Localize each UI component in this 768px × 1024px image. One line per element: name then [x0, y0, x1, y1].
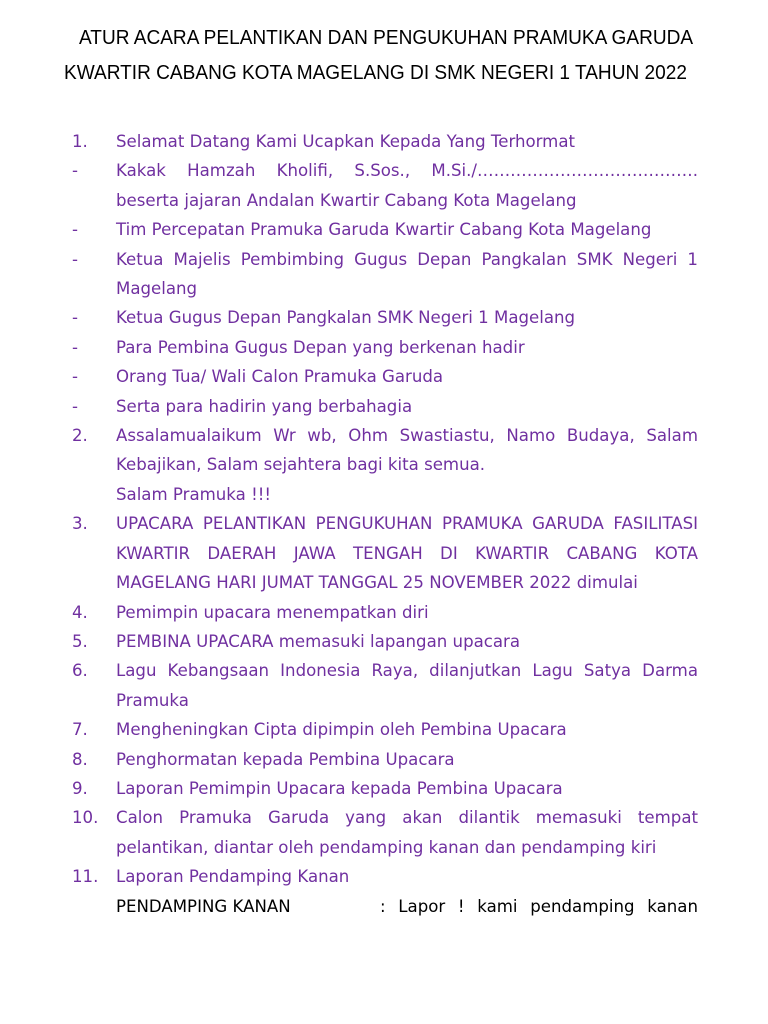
item-text: Tim Percepatan Pramuka Garuda Kwartir Cabang Kota Magelang: [116, 220, 652, 240]
agenda-item: [0, 774, 768, 803]
item-text: Pemimpin upacara menempatkan diri: [116, 602, 429, 622]
item-marker: -: [72, 337, 78, 357]
agenda-item: [0, 803, 768, 862]
item-text: Lagu Kebangsaan Indonesia Raya, dilanjutkan Lagu Satya Darma Pramuka: [116, 661, 698, 710]
agenda-item: [0, 509, 768, 597]
agenda-item: [0, 333, 768, 362]
agenda-item: [0, 421, 768, 509]
item-marker: 11.: [72, 867, 99, 887]
item-text: Para Pembina Gugus Depan yang berkenan hadir: [116, 337, 525, 357]
item-marker: 3.: [72, 514, 88, 534]
item-marker: 4.: [72, 602, 88, 622]
agenda-item: [0, 215, 768, 244]
report-word: !: [457, 896, 465, 916]
item-marker: 6.: [72, 661, 88, 681]
agenda-item: [0, 392, 768, 421]
report-statement: [380, 892, 698, 921]
item-marker: 2.: [72, 426, 88, 446]
agenda-item: [0, 862, 768, 891]
item-text: Ketua Gugus Depan Pangkalan SMK Negeri 1 Magelang: [116, 308, 576, 328]
item-marker: 8.: [72, 749, 88, 769]
item-extra-text: Salam Pramuka !!!: [116, 484, 272, 504]
item-text: Orang Tua/ Wali Calon Pramuka Garuda: [116, 367, 444, 387]
agenda-item: [0, 245, 768, 304]
item-marker: -: [72, 161, 78, 181]
item-marker: 9.: [72, 778, 88, 798]
item-text: Laporan Pemimpin Upacara kepada Pembina Upacara: [116, 778, 563, 798]
agenda-item: [0, 745, 768, 774]
item-marker: 1.: [72, 132, 88, 151]
agenda-item: [0, 303, 768, 332]
agenda-item: [0, 598, 768, 627]
item-text: Penghormatan kepada Pembina Upacara: [116, 749, 455, 769]
item-marker: -: [72, 367, 78, 387]
item-text: Mengheningkan Cipta dipimpin oleh Pembina Upacara: [116, 720, 567, 740]
report-line: [116, 892, 698, 921]
agenda-item: [0, 627, 768, 656]
agenda-item: [0, 127, 768, 156]
report-word: kanan: [647, 896, 698, 916]
item-text: Serta para hadirin yang berbahagia: [116, 396, 413, 416]
item-text: Selamat Datang Kami Ucapkan Kepada Yang Terhormat: [116, 132, 576, 151]
item-marker: -: [72, 220, 78, 240]
report-colon: :: [380, 896, 386, 916]
agenda-item: [0, 156, 768, 215]
item-text: Laporan Pendamping Kanan: [116, 867, 350, 887]
report-word: pendamping: [530, 896, 635, 916]
item-text: PEMBINA UPACARA memasuki lapangan upacara: [116, 631, 521, 651]
item-text: Assalamualaikum Wr wb, Ohm Swastiastu, Namo Budaya, Salam Kebajikan, Salam sejahtera bagi kita semua.: [116, 426, 698, 475]
item-text: Calon Pramuka Garuda yang akan dilantik memasuki tempat pelantikan, diantar oleh pendamping kanan dan pendamping kiri: [116, 808, 698, 857]
item-marker: -: [72, 249, 78, 269]
report-word: kami: [477, 896, 518, 916]
item-text: Ketua Majelis Pembimbing Gugus Depan Pangkalan SMK Negeri 1 Magelang: [116, 249, 698, 299]
agenda-item: [0, 656, 768, 715]
agenda-item: [0, 715, 768, 744]
agenda-list: [0, 127, 768, 921]
item-marker: -: [72, 308, 78, 328]
item-text: Kakak Hamzah Kholifi, S.Sos., M.Si./…………………………………. beserta jajaran Andalan Kwartir Cabang Kota Magelang: [116, 161, 698, 210]
document-title-line-2: KWARTIR CABANG KOTA MAGELANG DI SMK NEGERI 1 TAHUN 2022: [64, 61, 687, 84]
report-word: Lapor: [398, 896, 446, 916]
item-marker: 7.: [72, 720, 88, 740]
document-title-line-1: ATUR ACARA PELANTIKAN DAN PENGUKUHAN PRAMUKA GARUDA: [79, 26, 694, 49]
item-marker: 10.: [72, 808, 99, 828]
item-marker: -: [72, 396, 78, 416]
item-text: UPACARA PELANTIKAN PENGUKUHAN PRAMUKA GARUDA FASILITASI KWARTIR DAERAH JAWA TENGAH DI KWARTIR CABANG KOTA MAGELANG HARI JUMAT TANGGAL 25 NOVEMBER 2022 dimulai: [116, 514, 698, 593]
agenda-item: [0, 362, 768, 391]
report-label: PENDAMPING KANAN: [116, 896, 291, 916]
item-marker: 5.: [72, 631, 88, 651]
